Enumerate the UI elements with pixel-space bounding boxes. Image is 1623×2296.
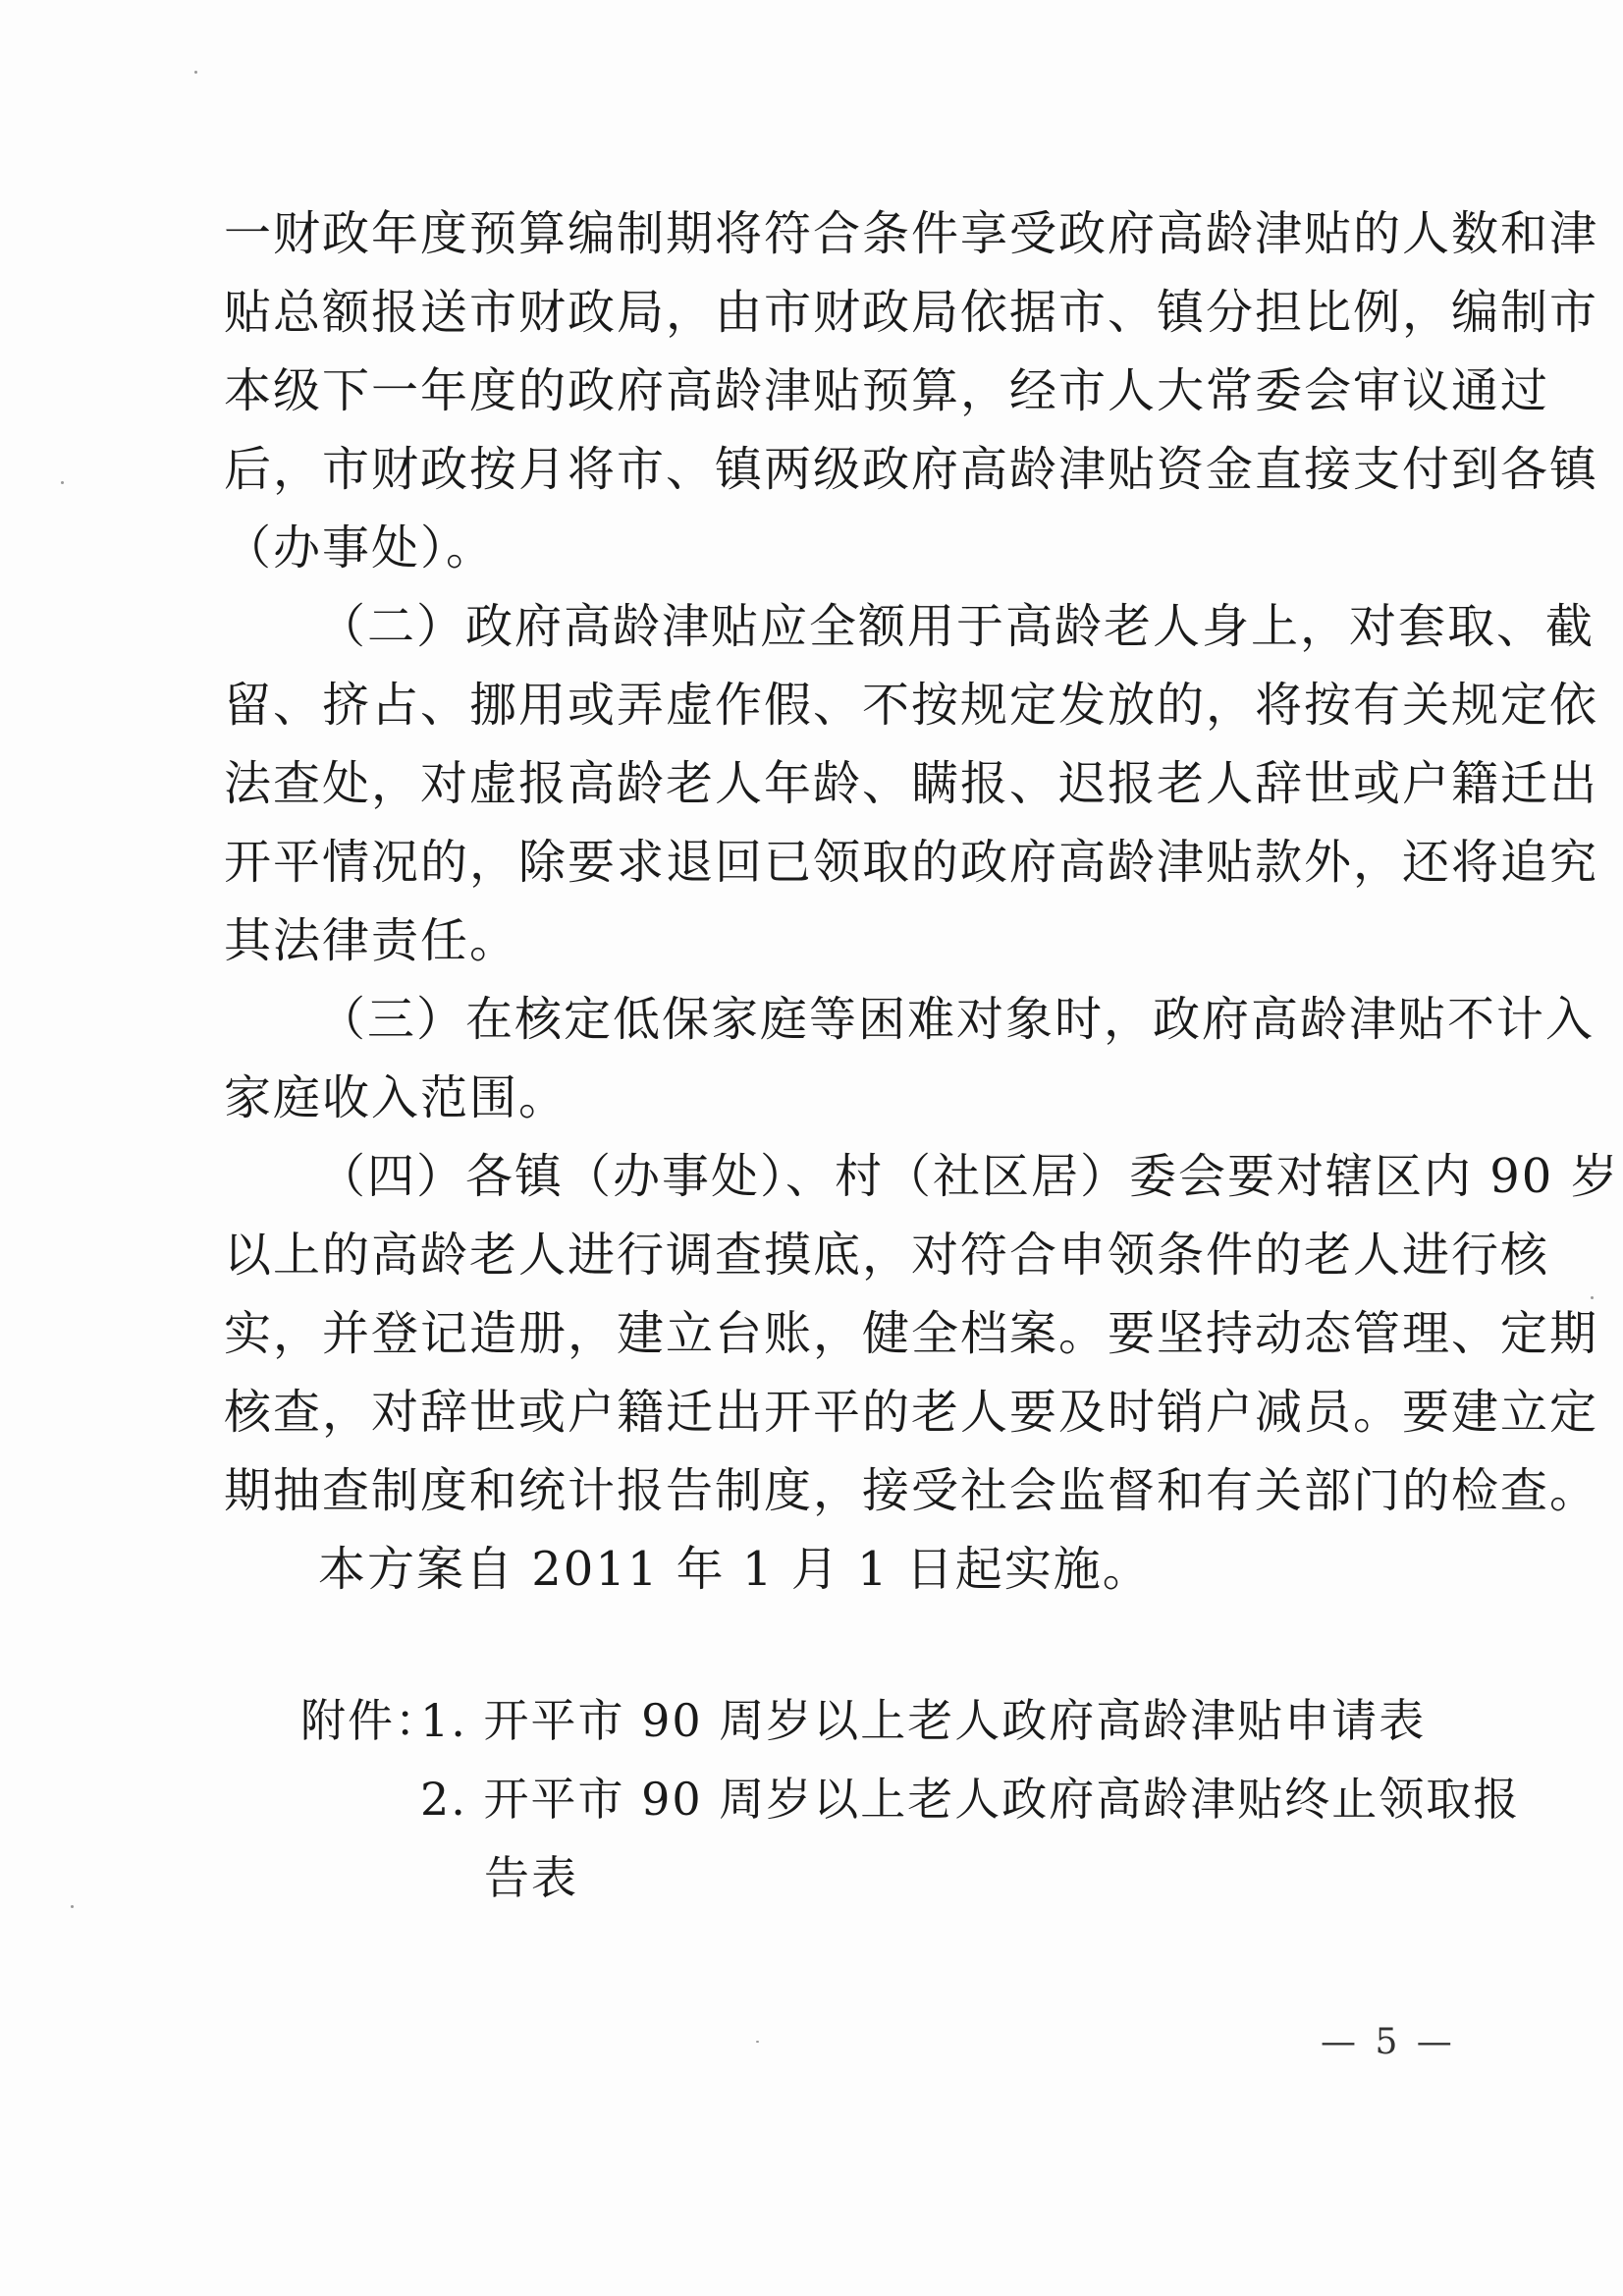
attachment-item-2: 2. 开平市 90 周岁以上老人政府高龄津贴终止领取报 (420, 1773, 1521, 1826)
paragraph-line: 以上的高龄老人进行调查摸底，对符合申领条件的老人进行核 (224, 1228, 1550, 1283)
scan-speck (756, 2041, 759, 2043)
paragraph-line: 留、挤占、挪用或弄虚作假、不按规定发放的，将按有关规定依 (224, 678, 1599, 733)
effective-date-line: 本方案自 2011 年 1 月 1 日起实施。 (318, 1542, 1152, 1597)
paragraph-line: （二）政府高龄津贴应全额用于高龄老人身上，对套取、截 (318, 599, 1596, 654)
paragraph-line: 家庭收入范围。 (224, 1070, 568, 1125)
page-number: — 5 — (1321, 2022, 1456, 2062)
attachments-label: 附件： (300, 1694, 442, 1747)
paragraph-line: 核查，对辞世或户籍迁出开平的老人要及时销户减员。要建立定 (224, 1385, 1599, 1440)
scan-speck (1591, 1296, 1594, 1299)
paragraph-line: 开平情况的，除要求退回已领取的政府高龄津贴款外，还将追究 (224, 835, 1599, 890)
paragraph-line: 期抽查制度和统计报告制度，接受社会监督和有关部门的检查。 (224, 1463, 1599, 1518)
paragraph-line: 贴总额报送市财政局，由市财政局依据市、镇分担比例，编制市 (224, 285, 1599, 340)
paragraph-line: （三）在核定低保家庭等困难对象时，政府高龄津贴不计入 (318, 992, 1596, 1047)
paragraph-line: （办事处）。 (224, 520, 496, 575)
scan-speck (194, 71, 197, 74)
paragraph-line: （四）各镇（办事处）、村（社区居）委会要对辖区内 90 岁 (318, 1149, 1620, 1204)
paragraph-line: 实，并登记造册，建立台账，健全档案。要坚持动态管理、定期 (224, 1306, 1599, 1361)
paragraph-line: 法查处，对虚报高龄老人年龄、瞒报、迟报老人辞世或户籍迁出 (224, 756, 1599, 811)
paragraph-line: 后，市财政按月将市、镇两级政府高龄津贴资金直接支付到各镇 (224, 442, 1599, 497)
attachment-item-1: 1. 开平市 90 周岁以上老人政府高龄津贴申请表 (420, 1694, 1427, 1747)
paragraph-line: 一财政年度预算编制期将符合条件享受政府高龄津贴的人数和津 (224, 206, 1599, 261)
scan-speck (71, 1905, 74, 1908)
paragraph-line: 其法律责任。 (224, 913, 519, 968)
scan-speck (61, 481, 64, 484)
attachment-item-2-continued: 告表 (484, 1851, 578, 1904)
paragraph-line: 本级下一年度的政府高龄津贴预算，经市人大常委会审议通过 (224, 363, 1550, 418)
